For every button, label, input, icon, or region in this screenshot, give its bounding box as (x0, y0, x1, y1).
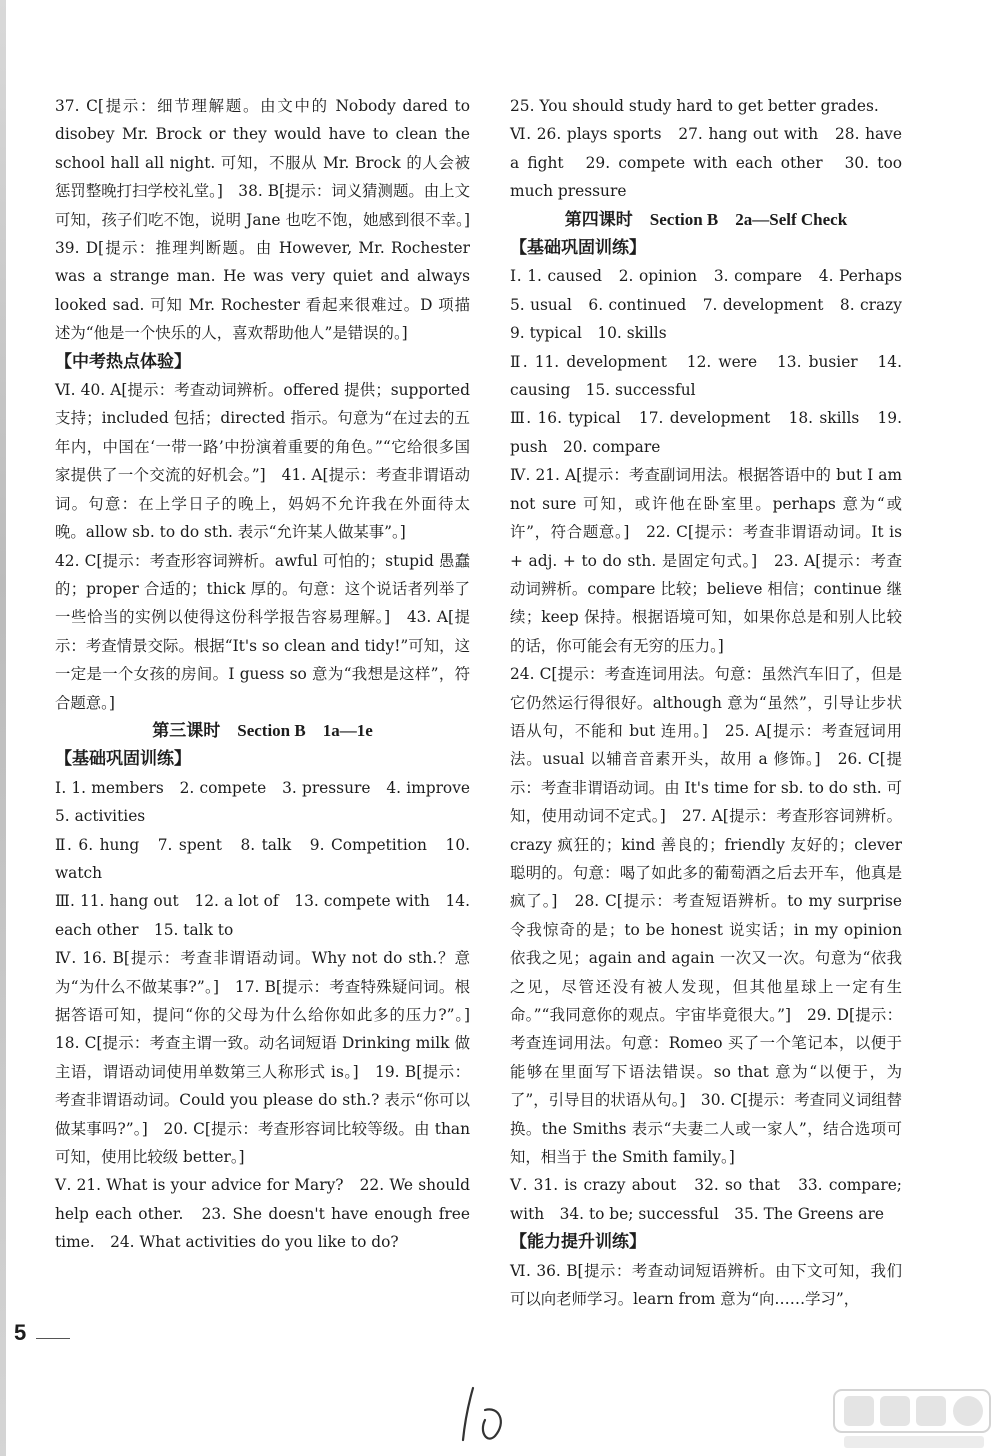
section-heading: 【中考热点体验】 (55, 351, 191, 371)
answer-paragraph: Ⅳ. 16. B[提示：考查非谓语动词。Why not do sth.？意为“为什么不做某事?”。] 17. B[提示：考查特殊疑问词。根据答语可知，提问“你的父母为什么给你如此多的压力?”。] 18. C[提示：考查主谓一致。动名词短语 Drinking milk 做主语，谓语动词使用单数第三人称形式 is。] 19. B[提示：考查非谓语动词。Could you please do sth.? 表示“你可以做某事吗?”。] 20. C[提示：考查形容词比较等级。由 than 可知，使用比较级 better。] (55, 949, 486, 1167)
answer-paragraph: Ⅵ. 36. B[提示：考查动词短语辨析。由下文可知，我们可以向老师学习。learn from 意为“向……学习”， (510, 1261, 902, 1309)
answer-paragraph: Ⅴ. 21. What is your advice for Mary? 22. We should help each other. 23. She doesn't have enough free time. 24. What activities do you like to do? (55, 1176, 470, 1252)
lesson-title: 第四课时 Section B 2a—Self Check (564, 209, 848, 229)
watermark-logo-icon (832, 1386, 992, 1452)
answer-paragraph: 42. C[提示：考查形容词辨析。awful 可怕的；stupid 愚蠢的；proper 合适的；thick 厚的。句意：这个说话者列举了一些恰当的实例以使得这份科学报告容易理解。] 43. A[提示：考查情景交际。根据“It's so clean and tidy!”可知，这一定是一个女孩的房间。I guess so 意为“我想是这样”，符合题意。] (55, 551, 470, 712)
answer-paragraph: Ⅵ. 40. A[提示：考查动词辨析。offered 提供；supported 支持；included 包括；directed 指示。句意为“在过去的五年内，中国在‘一带一路’中扮演着重要的角色。”“它给很多国家提供了一个交流的好机会。”] 41. A[提示：考查非谓语动词。句意：在上学日子的晚上，妈妈不允许我在外面待太晚。allow sb. to do sth. 表示“允许某人做某事”。] (55, 381, 470, 542)
answer-paragraph: Ⅱ. 11. development 12. were 13. busier 14. causing 15. successful (510, 352, 902, 400)
answer-paragraph: Ⅳ. 21. A[提示：考查副词用法。根据答语中的 but I am not sure 可知，或许他在卧室里。perhaps 意为“或许”，符合题意。] 22. C[提示：考查非谓语动词。It is + adj. + to do sth. 是固定句式。] 23. A[提示：考查动词辨析。compare 比较；believe 相信；continue 继续；keep 保持。根据语境可知，如果你总是和别人比较的话，你可能会有无穷的压力。] (510, 466, 902, 655)
answer-paragraph: Ⅰ. 1. members 2. compete 3. pressure 4. improve 5. activities (55, 778, 486, 826)
answer-paragraph: Ⅵ. 26. plays sports 27. hang out with 28. have a fight 29. compete with each other 30. too much pressure (510, 125, 902, 201)
lesson-title: 第三课时 Section B 1a—1e (152, 720, 373, 740)
right-column (510, 92, 918, 1313)
answer-paragraph: Ⅲ. 11. hang out 12. a lot of 13. compete with 14. each other 15. talk to (55, 892, 470, 939)
page-number-rule (36, 1338, 70, 1339)
answer-paragraph: 25. You should study hard to get better grades. (510, 97, 879, 115)
answer-paragraph: Ⅴ. 31. is crazy about 32. so that 33. compare; with 34. to be; successful 35. The Greens are (510, 1176, 902, 1223)
section-heading: 【基础巩固训练】 (55, 749, 191, 769)
scan-edge (0, 0, 6, 1456)
answer-paragraph: 24. C[提示：考查连词用法。句意：虽然汽车旧了，但是它仍然运行得很好。although 意为“虽然”，引导让步状语从句，不能和 but 连用。] 25. A[提示：考查冠词用法。usual 以辅音音素开头，故用 a 修饰。] 26. C[提示：考查非谓语动词。由 It's time for sb. to do sth. 可知，使用动词不定式。] 27. A[提示：考查形容词辨析。crazy 疯狂的；kind 善良的；friendly 友好的；clever 聪明的。句意：喝了如此多的葡萄酒之后去开车，他真是疯了。] 28. C[提示：考查短语辨析。to my surprise 令我惊奇的是；to be honest 说实话；in my opinion 依我之见；again and again 一次又一次。句意为“依我之见，尽管还没有被人发现，但其他星球上一定有生命。”“我同意你的观点。宇宙毕竟很大。”] 29. D[提示：考查连词用法。句意：Romeo 买了一个笔记本，以便于能够在里面写下语法错误。so that 意为“以便于，为了”，引导目的状语从句。] 30. C[提示：考查同义词组替换。the Smiths 表示“夫妻二人或一家人”，结合选项可知，相当于 the Smith family。] (510, 665, 902, 1167)
answer-paragraph: Ⅱ. 6. hung 7. spent 8. talk 9. Competition 10. watch (55, 835, 470, 882)
page-number: 5 (14, 1320, 27, 1345)
section-heading: 【基础巩固训练】 (510, 238, 646, 258)
answer-paragraph: 37. C[提示：细节理解题。由文中的 Nobody dared to disobey Mr. Brock or they would have to clean the school hall all night. 可知，不服从 Mr. Brock 的人会被惩罚整晚打扫学校礼堂。] 38. B[提示：词义猜测题。由上文可知，孩子们吃不饱，说明 Jane 也吃不饱，她感到很不幸。] 39. D[提示：推理判断题。由 However, Mr. Rochester was a strange man. He was very quiet and always looked sad. 可知 Mr. Rochester 看起来很难过。D 项描述为“他是一个快乐的人，喜欢帮助他人”是错误的。] (55, 97, 486, 343)
handwritten-mark (455, 1380, 515, 1450)
answer-paragraph: Ⅲ. 16. typical 17. development 18. skills 19. push 20. compare (510, 409, 902, 456)
section-heading: 【能力提升训练】 (510, 1232, 646, 1252)
left-column (55, 92, 486, 1257)
answer-paragraph: Ⅰ. 1. caused 2. opinion 3. compare 4. Perhaps 5. usual 6. continued 7. development 8. crazy 9. typical 10. skills (510, 267, 918, 343)
